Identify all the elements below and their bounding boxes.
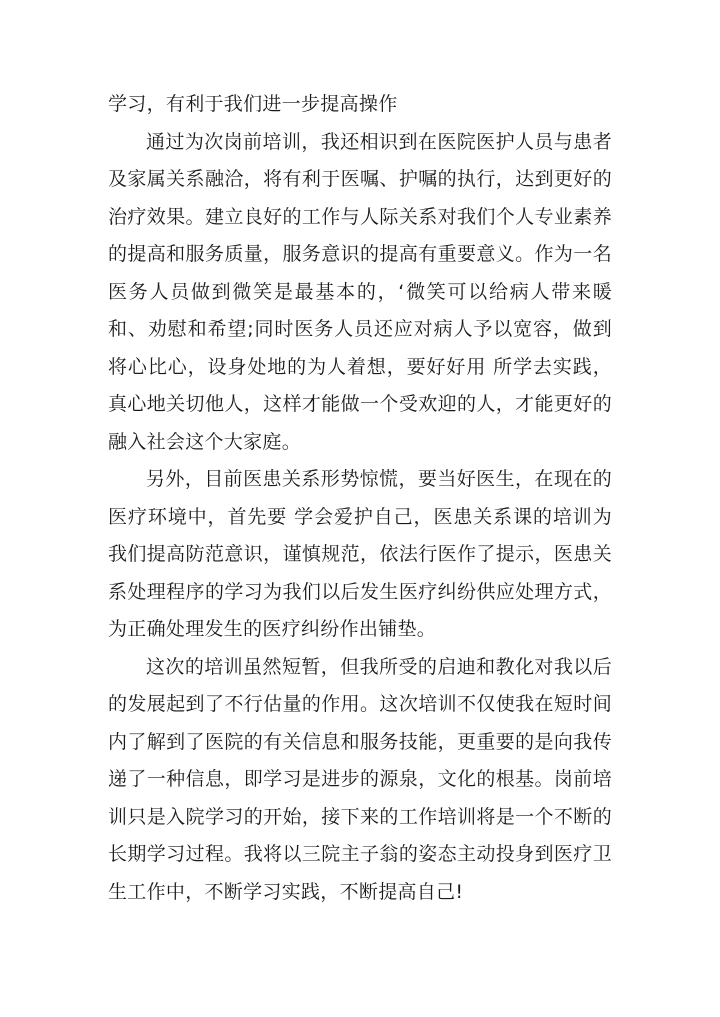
paragraph-training-relations: 通过为次岗前培训，我还相识到在医院医护人员与患者及家属关系融洽，将有利于医嘱、护嘱的执行，达到更好的治疗效果。建立良好的工作与人际关系对我们个人专业素养的提高和服务质量，服务意识的提高有重要意义。作为一名医务人员做到微笑是最基本的，‘微笑可以给病人带来暖和、劝慰和希望;同时医务人员还应对病人予以宽容，做到将心比心，设身处地的为人着想，要好好用 所学去实践，真心地关切他人，这样才能做一个受欢迎的人，才能更好的融入社会这个大家庭。 xyxy=(108,130,612,453)
paragraph-conclusion: 这次的培训虽然短暂，但我所受的启迪和教化对我以后的发展起到了不行估量的作用。这次培训不仅使我在短时间内了解到了医院的有关信息和服务技能，更重要的是向我传递了一种信息，即学习是进步的源泉，文化的根基。岗前培训只是入院学习的开始，接下来的工作培训将是一个不断的长期学习过程。我将以三院主子翁的姿态主动投身到医疗卫生工作中，不断学习实践，不断提高自己! xyxy=(108,655,612,903)
document-body xyxy=(108,86,612,911)
paragraph-doctor-patient: 另外，目前医患关系形势惊慌，要当好医生，在现在的医疗环境中，首先要 学会爱护自己，医患关系课的培训为我们提高防范意识，谨慎规范，依法行医作了提示，医患关系处理程序的学习为我们以后发生医疗纠纷供应处理方式，为正确处理发生的医疗纠纷作出铺垫。 xyxy=(108,468,612,640)
paragraph-continuation: 学习，有利于我们进一步提高操作 xyxy=(108,93,398,115)
